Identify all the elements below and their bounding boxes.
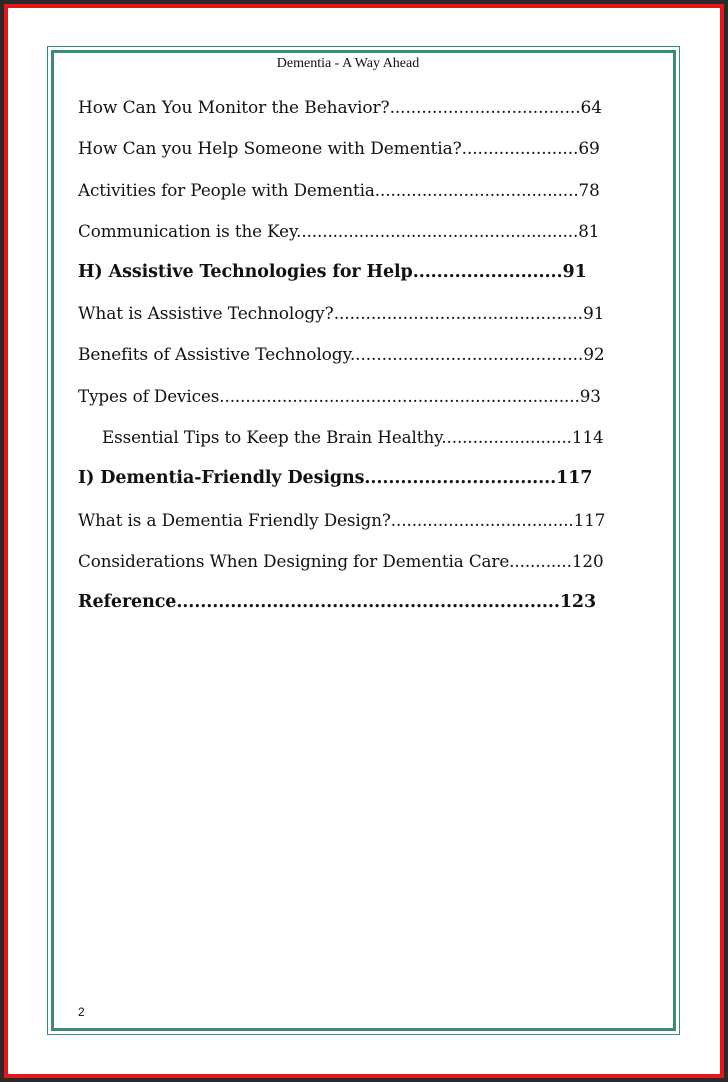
toc-entry-title: Benefits of Assistive Technology: [78, 345, 350, 365]
toc-entry-leader: ................................: [364, 468, 557, 488]
document-page: [8, 8, 720, 1074]
toc-entry-leader: ...............................................: [333, 304, 583, 324]
toc-entry-page: 91: [562, 262, 587, 282]
toc-entry-page: 120: [571, 551, 604, 571]
toc-entry-page: 64: [580, 98, 602, 118]
toc-entry-leader: .......................................: [374, 180, 579, 200]
toc-entry-page: 123: [559, 592, 597, 612]
toc-entry-leader: ............: [509, 551, 572, 571]
toc-entry[interactable]: [78, 386, 601, 406]
toc-entry-page: 114: [571, 427, 604, 447]
toc-entry[interactable]: [78, 510, 605, 530]
toc-entry-title: What is Assistive Technology?: [78, 304, 334, 324]
toc-entry-title: Considerations When Designing for Dementia Care: [78, 551, 510, 571]
toc-entry-page: 93: [579, 386, 601, 406]
toc-entry-page: 69: [578, 139, 600, 159]
toc-entry-page: 117: [573, 510, 606, 530]
toc-entry-leader: ....................................: [389, 98, 581, 118]
toc-entry-title: How Can You Monitor the Behavior?: [78, 98, 390, 118]
toc-entry-title: Types of Devices: [78, 386, 220, 406]
toc-entry-title: Communication is the Key: [78, 221, 297, 241]
toc-entry-title: Activities for People with Dementia: [78, 180, 375, 200]
toc-entry-title: How Can you Help Someone with Dementia?: [78, 139, 462, 159]
toc-entry[interactable]: [78, 551, 604, 571]
toc-entry-page: 117: [556, 468, 593, 488]
running-header: Dementia - A Way Ahead: [276, 56, 420, 71]
toc-entry-leader: ...................................: [390, 510, 574, 530]
toc-entry-leader: ................................................................: [176, 592, 560, 612]
toc-entry-title: What is a Dementia Friendly Design?: [78, 510, 391, 530]
toc-entry-page: 81: [578, 221, 600, 241]
toc-entry[interactable]: [78, 180, 600, 200]
toc-entry-leader: .....................................................................: [219, 386, 580, 406]
toc-entry[interactable]: [78, 98, 602, 118]
toc-entry-leader: ............................................: [349, 345, 584, 365]
toc-subentry[interactable]: [102, 427, 604, 447]
toc-entry-title: I) Dementia-Friendly Designs: [78, 468, 365, 488]
toc-entry-title: H) Assistive Technologies for Help: [78, 262, 413, 282]
toc-entry-leader: .........................: [412, 262, 563, 282]
toc-entry-title: Reference: [78, 592, 177, 612]
toc-entry-page: 78: [578, 180, 600, 200]
toc-entry-leader: .........................: [441, 427, 572, 447]
toc-section-heading[interactable]: [78, 592, 596, 612]
toc-section-heading[interactable]: [78, 468, 592, 488]
toc-entry-title: Essential Tips to Keep the Brain Healthy: [102, 427, 442, 447]
toc-section-heading[interactable]: [78, 262, 587, 282]
toc-entry-leader: ......................: [461, 139, 579, 159]
toc-entry[interactable]: [78, 304, 604, 324]
toc-entry-page: 91: [582, 304, 605, 324]
toc-entry-page: 92: [583, 345, 605, 365]
toc-entry-leader: ......................................................: [296, 221, 579, 241]
page-number: 2: [78, 1005, 85, 1019]
toc-entry[interactable]: [78, 139, 600, 159]
toc-entry[interactable]: [78, 345, 605, 365]
toc-entry[interactable]: [78, 221, 599, 241]
